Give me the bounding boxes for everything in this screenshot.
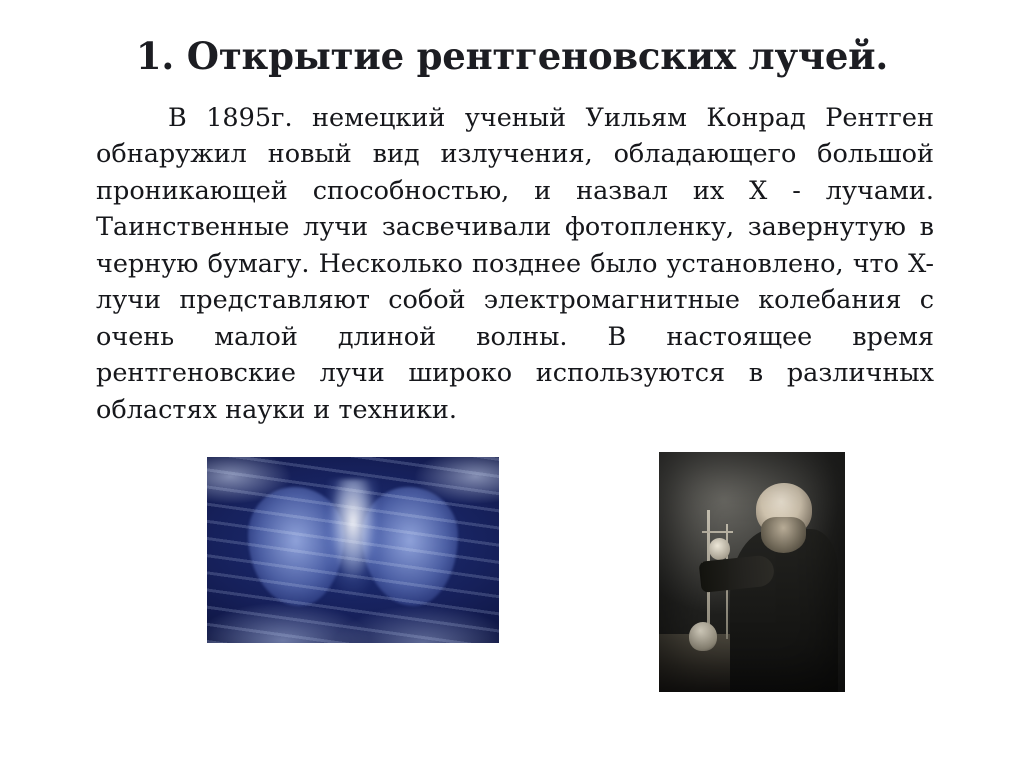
- xray-diaphragm: [207, 595, 499, 643]
- photo-vignette: [659, 452, 845, 692]
- chest-xray-image: [207, 457, 499, 643]
- images-row: [0, 452, 1024, 702]
- body-paragraph: В 1895г. немецкий ученый Уильям Конрад Рентген обнаружил новый вид излучения, обладающего большой проникающей способностью, и назвал их X - лучами. Таинственные лучи засвечивали фотопленку, завернутую в черную бумагу. Несколько позднее было установлено, что X-лучи представляют собой электромагнитные колебания с очень малой длиной волны. В настоящее время рентгеновские лучи широко используются в различных областях науки и техники.: [96, 103, 934, 425]
- xray-shoulders: [207, 457, 499, 513]
- roentgen-portrait-image: [659, 452, 845, 692]
- page-title: 1. Открытие рентгеновских лучей.: [135, 34, 889, 78]
